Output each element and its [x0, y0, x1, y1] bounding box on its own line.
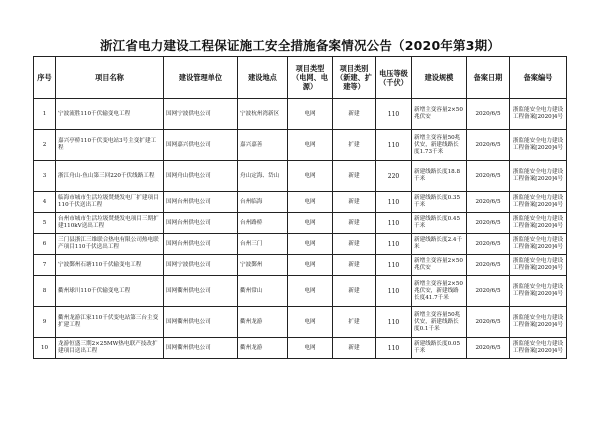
cell-voltage: 110 [376, 234, 412, 255]
cell-date: 2020/6/5 [467, 130, 510, 161]
cell-filing-code: 浙监能安全电力建设工程备案[2020]4号 [510, 276, 567, 307]
cell-management-unit: 国网宁波供电公司 [164, 99, 238, 130]
cell-date: 2020/6/5 [467, 161, 510, 192]
cell-project-name: 三门县浙江三维联合热电有限公司热电联产项目110千伏送出工程 [56, 234, 164, 255]
cell-project-category: 新建 [333, 192, 376, 213]
table-row [34, 255, 567, 276]
cell-project-name: 宁波鄞州石塘110千伏输变电工程 [56, 255, 164, 276]
cell-voltage: 110 [376, 276, 412, 307]
cell-date: 2020/6/5 [467, 255, 510, 276]
cell-no: 1 [34, 99, 56, 130]
cell-voltage: 110 [376, 213, 412, 234]
cell-location: 台州路桥 [238, 213, 288, 234]
table-row [34, 307, 567, 338]
cell-scale: 新增主变容量50兆伏安，新建线路长度0.1千米 [412, 307, 467, 338]
cell-scale: 新增主变容量2×50兆伏安 [412, 99, 467, 130]
cell-date: 2020/6/5 [467, 338, 510, 359]
col-header-date: 备案日期 [467, 57, 510, 99]
col-header-name: 项目名称 [56, 57, 164, 99]
cell-project-category: 扩建 [333, 130, 376, 161]
cell-scale: 新建线路长度0.35千米 [412, 192, 467, 213]
table-header-row [34, 57, 567, 99]
cell-filing-code: 浙监能安全电力建设工程备案[2020]4号 [510, 161, 567, 192]
cell-management-unit: 国网舟山供电公司 [164, 161, 238, 192]
cell-location: 衢州龙游 [238, 338, 288, 359]
cell-filing-code: 浙监能安全电力建设工程备案[2020]4号 [510, 99, 567, 130]
cell-voltage: 110 [376, 130, 412, 161]
cell-filing-code: 浙监能安全电力建设工程备案[2020]4号 [510, 192, 567, 213]
cell-location: 台州临海 [238, 192, 288, 213]
cell-location: 衢州常山 [238, 276, 288, 307]
table-row [34, 99, 567, 130]
cell-management-unit: 国网嘉兴供电公司 [164, 130, 238, 161]
cell-project-name: 龙游恒盛三期2×25MW热电联产技改扩建项目送出工程 [56, 338, 164, 359]
cell-project-category: 新建 [333, 276, 376, 307]
col-header-voltage: 电压等级（千伏） [376, 57, 412, 99]
col-header-place: 建设地点 [238, 57, 288, 99]
cell-date: 2020/6/5 [467, 276, 510, 307]
cell-no: 10 [34, 338, 56, 359]
cell-project-category: 新建 [333, 161, 376, 192]
cell-filing-code: 浙监能安全电力建设工程备案[2020]4号 [510, 213, 567, 234]
cell-filing-code: 浙监能安全电力建设工程备案[2020]4号 [510, 255, 567, 276]
col-header-code: 备案编号 [510, 57, 567, 99]
cell-voltage: 110 [376, 255, 412, 276]
cell-no: 3 [34, 161, 56, 192]
cell-project-category: 新建 [333, 255, 376, 276]
cell-location: 宁波杭州湾新区 [238, 99, 288, 130]
table-row [34, 338, 567, 359]
col-header-category: 项目类别（新建、扩建等） [333, 57, 376, 99]
cell-no: 7 [34, 255, 56, 276]
cell-project-name: 衢州球川110千伏输变电工程 [56, 276, 164, 307]
cell-voltage: 220 [376, 161, 412, 192]
cell-voltage: 110 [376, 307, 412, 338]
cell-filing-code: 浙监能安全电力建设工程备案[2020]4号 [510, 130, 567, 161]
cell-no: 8 [34, 276, 56, 307]
cell-location: 嘉兴嘉善 [238, 130, 288, 161]
table-row [34, 161, 567, 192]
cell-project-name: 台州市城市生活垃圾焚烧发电项目三期扩建110kV送出工程 [56, 213, 164, 234]
cell-project-name: 浙江舟山-鱼山第三回220千伏线路工程 [56, 161, 164, 192]
cell-project-type: 电网 [288, 99, 333, 130]
cell-location: 台州三门 [238, 234, 288, 255]
cell-management-unit: 国网台州供电公司 [164, 192, 238, 213]
cell-management-unit: 国网宁波供电公司 [164, 255, 238, 276]
cell-scale: 新增主变容量2×50兆伏安 [412, 255, 467, 276]
cell-no: 9 [34, 307, 56, 338]
cell-voltage: 110 [376, 338, 412, 359]
cell-location: 宁波鄞州 [238, 255, 288, 276]
col-header-type: 项目类型（电网、电源） [288, 57, 333, 99]
page-title: 浙江省电力建设工程保证施工安全措施备案情况公告（2020年第3期） [99, 38, 501, 53]
cell-management-unit: 国网台州供电公司 [164, 234, 238, 255]
cell-date: 2020/6/5 [467, 234, 510, 255]
cell-project-name: 宁波流胜110千伏输变电工程 [56, 99, 164, 130]
col-header-unit: 建设管理单位 [164, 57, 238, 99]
cell-project-type: 电网 [288, 338, 333, 359]
filing-table [33, 56, 567, 359]
cell-scale: 新建线路长度18.8千米 [412, 161, 467, 192]
cell-no: 2 [34, 130, 56, 161]
cell-filing-code: 浙监能安全电力建设工程备案[2020]4号 [510, 234, 567, 255]
cell-project-type: 电网 [288, 130, 333, 161]
cell-voltage: 110 [376, 192, 412, 213]
table-row [34, 130, 567, 161]
cell-date: 2020/6/5 [467, 192, 510, 213]
cell-scale: 新建线路长度2.4千米 [412, 234, 467, 255]
cell-project-category: 扩建 [333, 307, 376, 338]
cell-project-name: 临海市城市生活垃圾焚烧发电厂扩建项目110千伏送出工程 [56, 192, 164, 213]
cell-project-type: 电网 [288, 255, 333, 276]
table-row [34, 276, 567, 307]
col-header-scale: 建设规模 [412, 57, 467, 99]
cell-project-type: 电网 [288, 307, 333, 338]
cell-location: 衢州龙游 [238, 307, 288, 338]
cell-project-category: 新建 [333, 338, 376, 359]
cell-no: 5 [34, 213, 56, 234]
cell-project-type: 电网 [288, 276, 333, 307]
table-row [34, 234, 567, 255]
cell-project-category: 新建 [333, 99, 376, 130]
table-row [34, 192, 567, 213]
cell-management-unit: 国网衢州供电公司 [164, 276, 238, 307]
cell-date: 2020/6/5 [467, 307, 510, 338]
cell-no: 6 [34, 234, 56, 255]
col-header-no: 序号 [34, 57, 56, 99]
cell-project-type: 电网 [288, 161, 333, 192]
cell-date: 2020/6/5 [467, 99, 510, 130]
cell-management-unit: 国网台州供电公司 [164, 213, 238, 234]
cell-scale: 新增主变容量50兆伏安，新建线路长度1.73千米 [412, 130, 467, 161]
cell-management-unit: 国网衢州供电公司 [164, 338, 238, 359]
cell-voltage: 110 [376, 99, 412, 130]
cell-filing-code: 浙监能安全电力建设工程备案[2020]4号 [510, 307, 567, 338]
cell-project-type: 电网 [288, 192, 333, 213]
cell-management-unit: 国网衢州供电公司 [164, 307, 238, 338]
cell-project-type: 电网 [288, 234, 333, 255]
cell-project-type: 电网 [288, 213, 333, 234]
cell-filing-code: 浙监能安全电力建设工程备案[2020]4号 [510, 338, 567, 359]
cell-date: 2020/6/5 [467, 213, 510, 234]
cell-project-name: 衢州龙游江家110千伏变电站第三台主变扩建工程 [56, 307, 164, 338]
table-row [34, 213, 567, 234]
cell-project-category: 新建 [333, 213, 376, 234]
cell-scale: 新建线路长度0.45千米 [412, 213, 467, 234]
cell-no: 4 [34, 192, 56, 213]
cell-scale: 新建线路长度0.05千米 [412, 338, 467, 359]
cell-location: 舟山定海、岱山 [238, 161, 288, 192]
cell-scale: 新增主变容量2×50兆伏安，新建线路长度41.7千米 [412, 276, 467, 307]
cell-project-name: 嘉兴亭桥110千伏变电站3号主变扩建工程 [56, 130, 164, 161]
cell-project-category: 新建 [333, 234, 376, 255]
